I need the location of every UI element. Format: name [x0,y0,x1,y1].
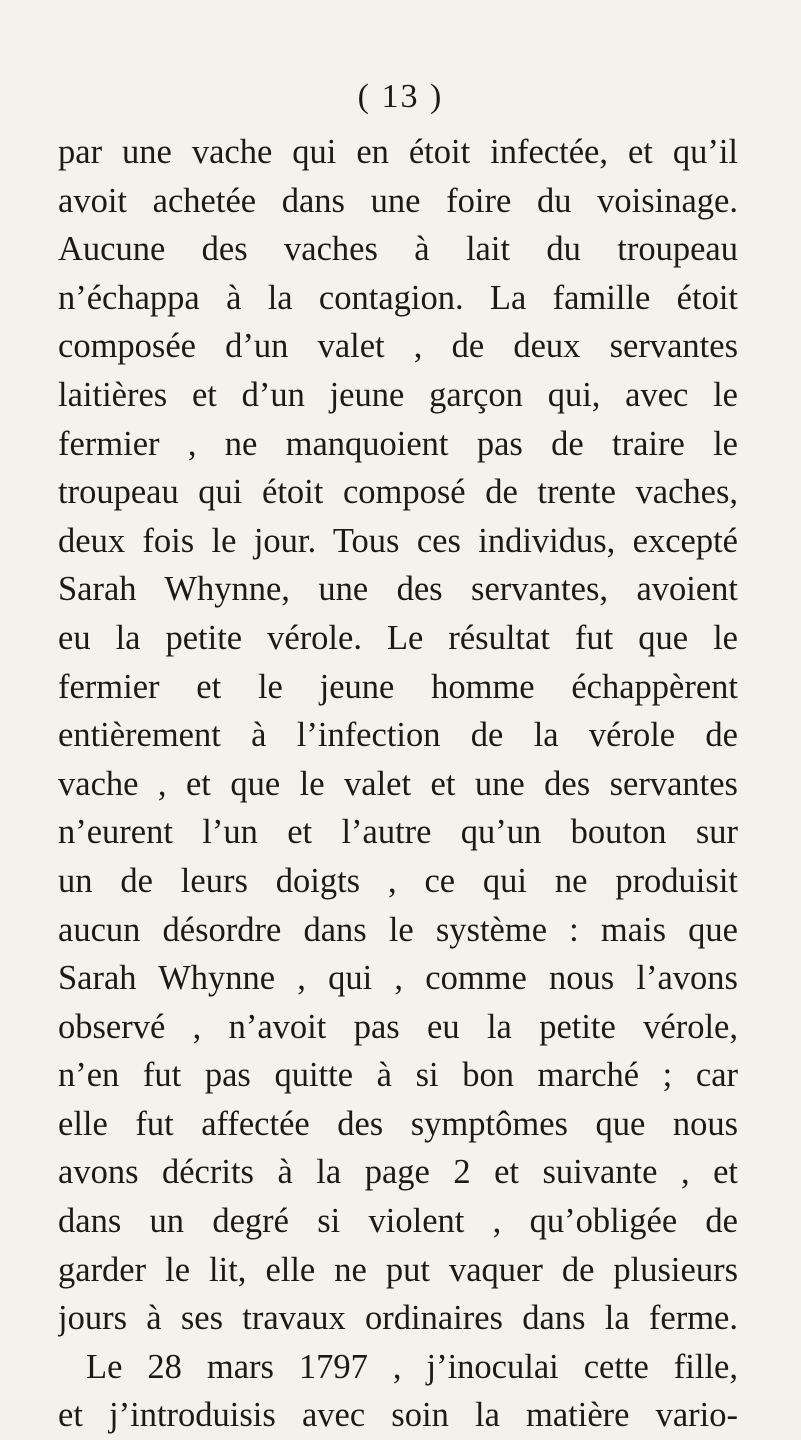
text-line: eu la petite vérole. Le résultat fut que le [58,618,738,657]
text-line: avons décrits à la page 2 et suivante , et [58,1153,738,1192]
text-line: Aucune des vaches à lait du troupeau [58,230,738,269]
text-line: laitières et d’un jeune garçon qui, avec le [58,375,738,414]
text-line: n’échappa à la contagion. La famille étoit [58,278,738,317]
body-text [58,128,738,1440]
text-line: un de leurs doigts , ce qui ne produisit [58,861,738,900]
text-line: Le 28 mars 1797 , j’inoculai cette fille, [86,1347,738,1386]
text-line: dans un degré si violent , qu’obligée de [58,1202,738,1241]
text-line: garder le lit, elle ne put vaquer de plusieurs [58,1250,738,1289]
text-line: jours à ses travaux ordinaires dans la ferme. [58,1299,738,1338]
text-line: vache , et que le valet et une des servantes [58,764,738,803]
page-number: ( 13 ) [357,78,444,115]
text-line: aucun désordre dans le système : mais que [58,910,738,949]
text-line: Sarah Whynne , qui , comme nous l’avons [58,959,738,998]
text-line: n’en fut pas quitte à si bon marché ; car [58,1056,738,1095]
text-line: deux fois le jour. Tous ces individus, excepté [58,521,738,560]
text-line: fermier , ne manquoient pas de traire le [58,424,738,463]
text-line: entièrement à l’infection de la vérole de [58,716,738,755]
text-line: observé , n’avoit pas eu la petite vérole, [58,1007,738,1046]
text-line: troupeau qui étoit composé de trente vaches, [58,473,738,512]
text-line: n’eurent l’un et l’autre qu’un bouton sur [58,813,738,852]
text-line: elle fut affectée des symptômes que nous [58,1104,738,1143]
text-line: et j’introduisis avec soin la matière vario- [58,1396,738,1435]
text-line: fermier et le jeune homme échappèrent [58,667,738,706]
text-line: avoit achetée dans une foire du voisinage. [58,181,738,220]
text-line: par une vache qui en étoit infectée, et qu’il [58,133,738,171]
text-line: composée d’un valet , de deux servantes [58,327,738,366]
text-line: Sarah Whynne, une des servantes, avoient [58,570,738,609]
